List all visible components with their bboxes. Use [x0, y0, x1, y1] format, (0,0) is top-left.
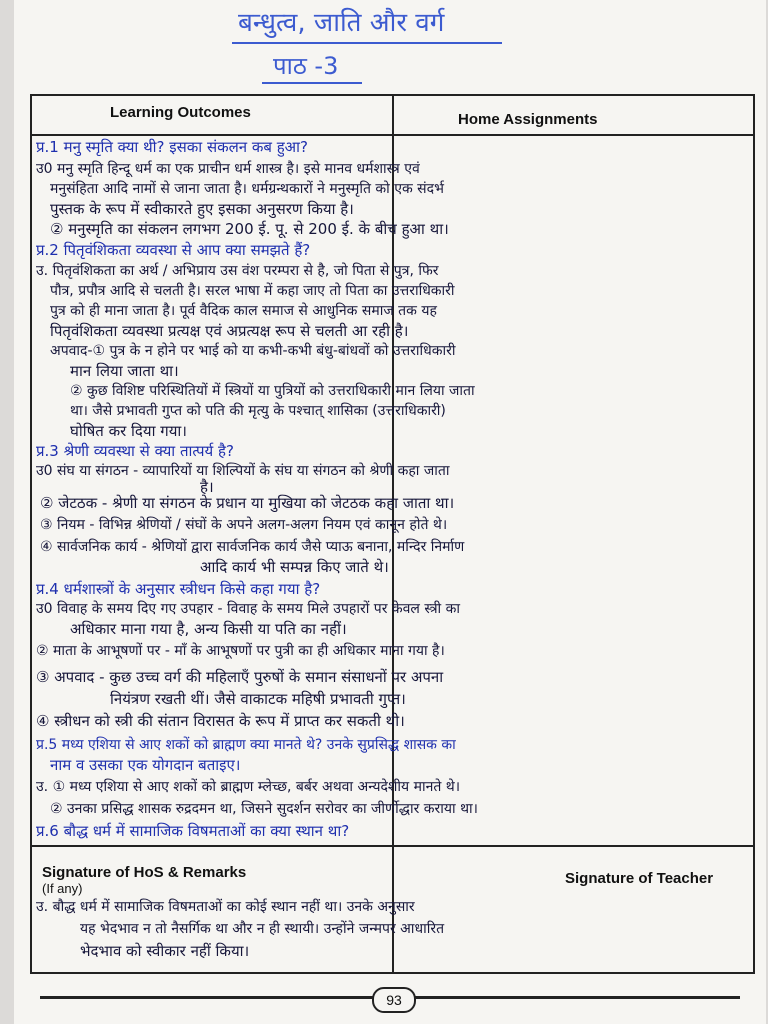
answer-line: उ. पितृवंशिकता का अर्थ / अभिप्राय उस वंश परम्परा से है, जो पिता से पुत्र, फिर: [36, 263, 439, 279]
answer-line: पितृवंशिकता व्यवस्था प्रत्यक्ष एवं अप्रत्यक्ष रूप से चलती आ रही है।: [50, 322, 409, 340]
answer-line: घोषित कर दिया गया।: [70, 422, 187, 440]
chapter-title: बन्धुत्व, जाति और वर्ग: [238, 8, 445, 38]
answer-line: है।: [200, 478, 214, 496]
answer-line: भेदभाव को स्वीकार नहीं किया।: [80, 942, 250, 960]
question-line: प्र.5 मध्य एशिया से आए शकों को ब्राह्मण क्या मानते थे? उनके सुप्रसिद्ध शासक का: [36, 737, 456, 753]
answer-line: यह भेदभाव न तो नैसर्गिक था और न ही स्थायी। उन्होंने जन्मपर आधारित: [80, 921, 445, 937]
answer-line: मनुसंहिता आदि नामों से जाना जाता है। धर्मग्रन्थकारों ने मनुस्मृति को एक संदर्भ: [50, 181, 444, 197]
question-line: नाम व उसका एक योगदान बताइए।: [50, 756, 241, 774]
answer-line: ④ स्त्रीधन को स्त्री की संतान विरासत के रूप में प्राप्त कर सकती थी।: [36, 712, 405, 730]
answer-line: ③ अपवाद - कुछ उच्च वर्ग की महिलाएँ पुरुषों के समान संसाधनों पर अपना: [36, 668, 444, 686]
answer-line: ② मनुस्मृति का संकलन लगभग 200 ई. पू. से 200 ई. के बीच हुआ था।: [50, 220, 449, 238]
question-line: प्र.2 पितृवंशिकता व्यवस्था से आप क्या समझते हैं?: [36, 241, 311, 259]
answer-line: नियंत्रण रखती थीं। जैसे वाकाटक महिषी प्रभावती गुप्त।: [110, 690, 406, 708]
answer-line: ② कुछ विशिष्ट परिस्थितियों में स्त्रियों या पुत्रियों को उत्तराधिकारी मान लिया जाता: [70, 383, 475, 399]
teacher-signature-label: Signature of Teacher: [565, 870, 714, 887]
answer-line: पुत्र को ही माना जाता है। पूर्व वैदिक काल समाज से आधुनिक समाज तक यह: [50, 303, 437, 319]
table-right-border: [753, 94, 755, 974]
answer-line: ④ सार्वजनिक कार्य - श्रेणियों द्वारा सार्वजनिक कार्य जैसे प्याऊ बनाना, मन्दिर निर्माण: [40, 539, 465, 555]
answer-line: उ0 मनु स्मृति हिन्दू धर्म का एक प्राचीन धर्म शास्त्र है। इसे मानव धर्मशास्त्र एवं: [36, 161, 420, 177]
learning-outcomes-header: Learning Outcomes: [110, 104, 251, 121]
question-line: प्र.3 श्रेणी व्यवस्था से क्या तात्पर्य है?: [36, 442, 234, 460]
question-line: प्र.4 धर्मशास्त्रों के अनुसार स्त्रीधन किसे कहा गया है?: [36, 580, 321, 598]
home-assignments-header: Home Assignments: [458, 111, 598, 128]
answer-line: ② जेटठक - श्रेणी या संगठन के प्रधान या मुखिया को जेटठक कहा जाता था।: [40, 494, 455, 512]
lesson-underline: [262, 82, 362, 84]
lesson-number: पाठ -3: [273, 52, 339, 80]
question-line: प्र.1 मनु स्मृति क्या थी? इसका संकलन कब हुआ?: [36, 138, 308, 156]
table-left-border: [30, 94, 32, 974]
question-line: प्र.6 बौद्ध धर्म में सामाजिक विषमताओं का क्या स्थान था?: [36, 822, 350, 840]
answer-line: मान लिया जाता था।: [70, 362, 179, 380]
answer-line: पौत्र, प्रपौत्र आदि से चलती है। सरल भाषा में कहा जाए तो पिता का उत्तराधिकारी: [50, 283, 455, 299]
title-underline: [232, 42, 502, 44]
answer-line: था। जैसे प्रभावती गुप्त को पति की मृत्यु के पश्चात् शासिका (उत्तराधिकारी): [70, 403, 446, 419]
answer-line: अपवाद-① पुत्र के न होने पर भाई को या कभी-कभी बंधु-बांधवों को उत्तराधिकारी: [50, 343, 456, 359]
answer-line: उ. बौद्ध धर्म में सामाजिक विषमताओं का कोई स्थान नहीं था। उनके अनुसार: [36, 899, 415, 915]
answer-line: ② उनका प्रसिद्ध शासक रुद्रदमन था, जिसने सुदर्शन सरोवर का जीर्णोद्धार कराया था।: [50, 801, 478, 817]
answer-line: उ0 विवाह के समय दिए गए उपहार - विवाह के समय मिले उपहारों पर केवल स्त्री का: [36, 601, 461, 617]
answer-line: उ0 संघ या संगठन - व्यापारियों या शिल्पियों के संघ या संगठन को श्रेणी कहा जाता: [36, 463, 450, 479]
answer-line: ② माता के आभूषणों पर - माँ के आभूषणों पर पुत्री का ही अधिकार माना गया है।: [36, 643, 445, 659]
answer-line: उ. ① मध्य एशिया से आए शकों को ब्राह्मण म्लेच्छ, बर्बर अथवा अन्यदेशीय मानते थे।: [36, 779, 461, 795]
header-row-rule: [30, 134, 755, 136]
hos-signature-label: Signature of HoS & Remarks: [42, 864, 247, 881]
answer-line: आदि कार्य भी सम्पन्न किए जाते थे।: [200, 558, 389, 576]
table-bottom-border: [30, 972, 755, 974]
signature-row-rule: [30, 845, 755, 847]
answer-line: ③ नियम - विभिन्न श्रेणियों / संघों के अपने अलग-अलग नियम एवं कानून होते थे।: [40, 517, 448, 533]
hos-signature-note: (If any): [42, 881, 83, 896]
answer-line: अधिकार माना गया है, अन्य किसी या पति का नहीं।: [70, 620, 347, 638]
answer-line: पुस्तक के रूप में स्वीकारते हुए इसका अनुसरण किया है।: [50, 200, 354, 218]
page-number: 93: [372, 987, 416, 1013]
